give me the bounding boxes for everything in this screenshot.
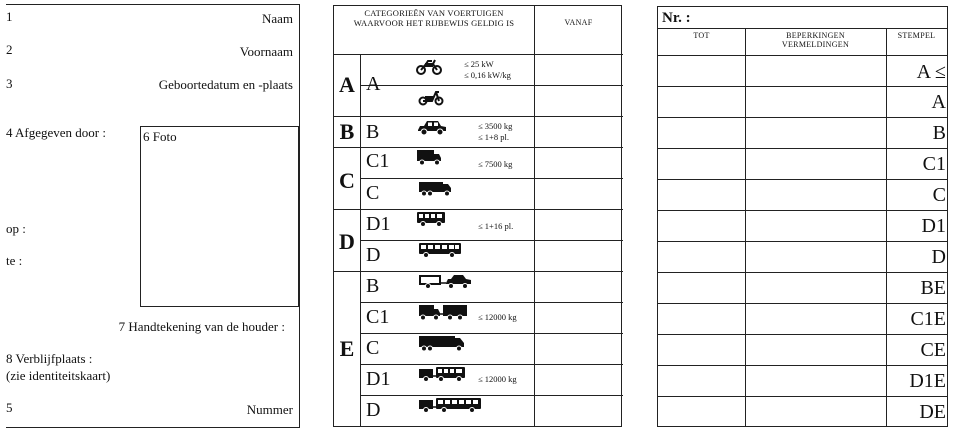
col-restrictions-header xyxy=(745,31,886,49)
limit-text: ≤ 12000 kg xyxy=(478,374,517,384)
group-b-label: B xyxy=(339,119,355,144)
bus-trailer-icon xyxy=(418,397,482,414)
stamp-category: C xyxy=(932,184,946,206)
field-5-number: 5 xyxy=(6,400,13,415)
stamp-category: DE xyxy=(919,401,946,423)
field-at-label: te : xyxy=(6,253,23,268)
category-code: C xyxy=(366,337,380,359)
motorcycle-icon xyxy=(416,57,442,75)
category-code: D1 xyxy=(366,368,391,390)
field-2-number: 2 xyxy=(6,42,13,57)
restrictions-panel xyxy=(657,6,948,427)
category-code: B xyxy=(366,275,380,297)
license-number-label: Nr. : xyxy=(662,10,691,26)
categories-header-line2: WAARVOOR HET RIJBEWIJS GELDIG IS xyxy=(353,18,515,28)
stamp-category: D xyxy=(931,246,946,268)
limit-text: ≤ 1+8 pl. xyxy=(478,132,509,142)
category-code: C1 xyxy=(366,150,390,172)
field-3-number: 3 xyxy=(6,76,13,91)
minibus-trailer-icon xyxy=(418,366,466,383)
group-c-label: C xyxy=(339,168,355,193)
small-truck-icon xyxy=(416,149,442,166)
col-restrictions-line1: BEPERKINGEN xyxy=(786,31,845,40)
group-e-label: E xyxy=(339,336,355,361)
limit-text: ≤ 0,16 kW/kg xyxy=(464,70,511,80)
limit-text: ≤ 12000 kg xyxy=(478,312,517,322)
stamp-category: CE xyxy=(920,339,946,361)
stamp-category: D1E xyxy=(909,370,946,392)
field-1-number: 1 xyxy=(6,9,13,24)
categories-panel xyxy=(333,5,622,427)
stamp-category: A xyxy=(931,91,946,113)
limit-text: ≤ 25 kW xyxy=(464,59,494,69)
category-code: D xyxy=(366,244,381,266)
stamp-category: BE xyxy=(920,277,946,299)
stamp-category: B xyxy=(932,122,946,144)
col-restrictions-line2: VERMELDINGEN xyxy=(781,40,850,49)
group-d-label: D xyxy=(339,229,355,254)
category-code: D xyxy=(366,399,381,421)
car-icon xyxy=(416,120,448,136)
bus-icon xyxy=(418,242,462,259)
truck-trailer-icon xyxy=(418,334,466,352)
category-code: D1 xyxy=(366,213,391,235)
limit-text: ≤ 7500 kg xyxy=(478,159,513,169)
field-birth-label: Geboortedatum en -plaats xyxy=(158,77,293,92)
limit-text: ≤ 3500 kg xyxy=(478,121,513,131)
field-residence-note: (zie identiteitskaart) xyxy=(6,368,111,383)
categories-header-line1: CATEGORIEËN VAN VOERTUIGEN xyxy=(364,8,504,18)
stamp-category: C1E xyxy=(910,308,946,330)
valid-from-header: VANAF xyxy=(564,18,593,27)
field-issued-by-label: 4 Afgegeven door : xyxy=(6,125,107,140)
minibus-icon xyxy=(416,211,446,228)
col-stamp-header: STEMPEL xyxy=(897,31,936,40)
stamp-category: D1 xyxy=(921,215,946,237)
category-code: B xyxy=(366,121,380,143)
field-number-label: Nummer xyxy=(246,402,293,417)
categories-header xyxy=(334,8,534,28)
stamp-category: A ≤ xyxy=(916,61,946,83)
field-first-name-label: Voornaam xyxy=(239,44,293,59)
small-truck-trailer-icon xyxy=(418,304,468,321)
car-trailer-icon xyxy=(418,273,472,290)
field-on-label: op : xyxy=(6,221,26,236)
photo-box xyxy=(140,126,299,307)
col-until-header: TOT xyxy=(693,31,710,40)
personal-data-panel xyxy=(6,4,300,428)
field-signature-label: 7 Handtekening van de houder : xyxy=(118,319,285,334)
limit-text: ≤ 1+16 pl. xyxy=(478,221,514,231)
field-name-label: Naam xyxy=(261,11,293,26)
field-residence-label: 8 Verblijfplaats : xyxy=(6,351,93,366)
field-photo-label: 6 Foto xyxy=(143,129,177,144)
group-a-label: A xyxy=(339,72,355,97)
truck-icon xyxy=(418,180,452,197)
category-code: C xyxy=(366,182,380,204)
category-code: C1 xyxy=(366,306,390,328)
stamp-category: C1 xyxy=(922,153,946,175)
scooter-icon xyxy=(418,88,444,106)
category-code: A xyxy=(366,73,381,95)
